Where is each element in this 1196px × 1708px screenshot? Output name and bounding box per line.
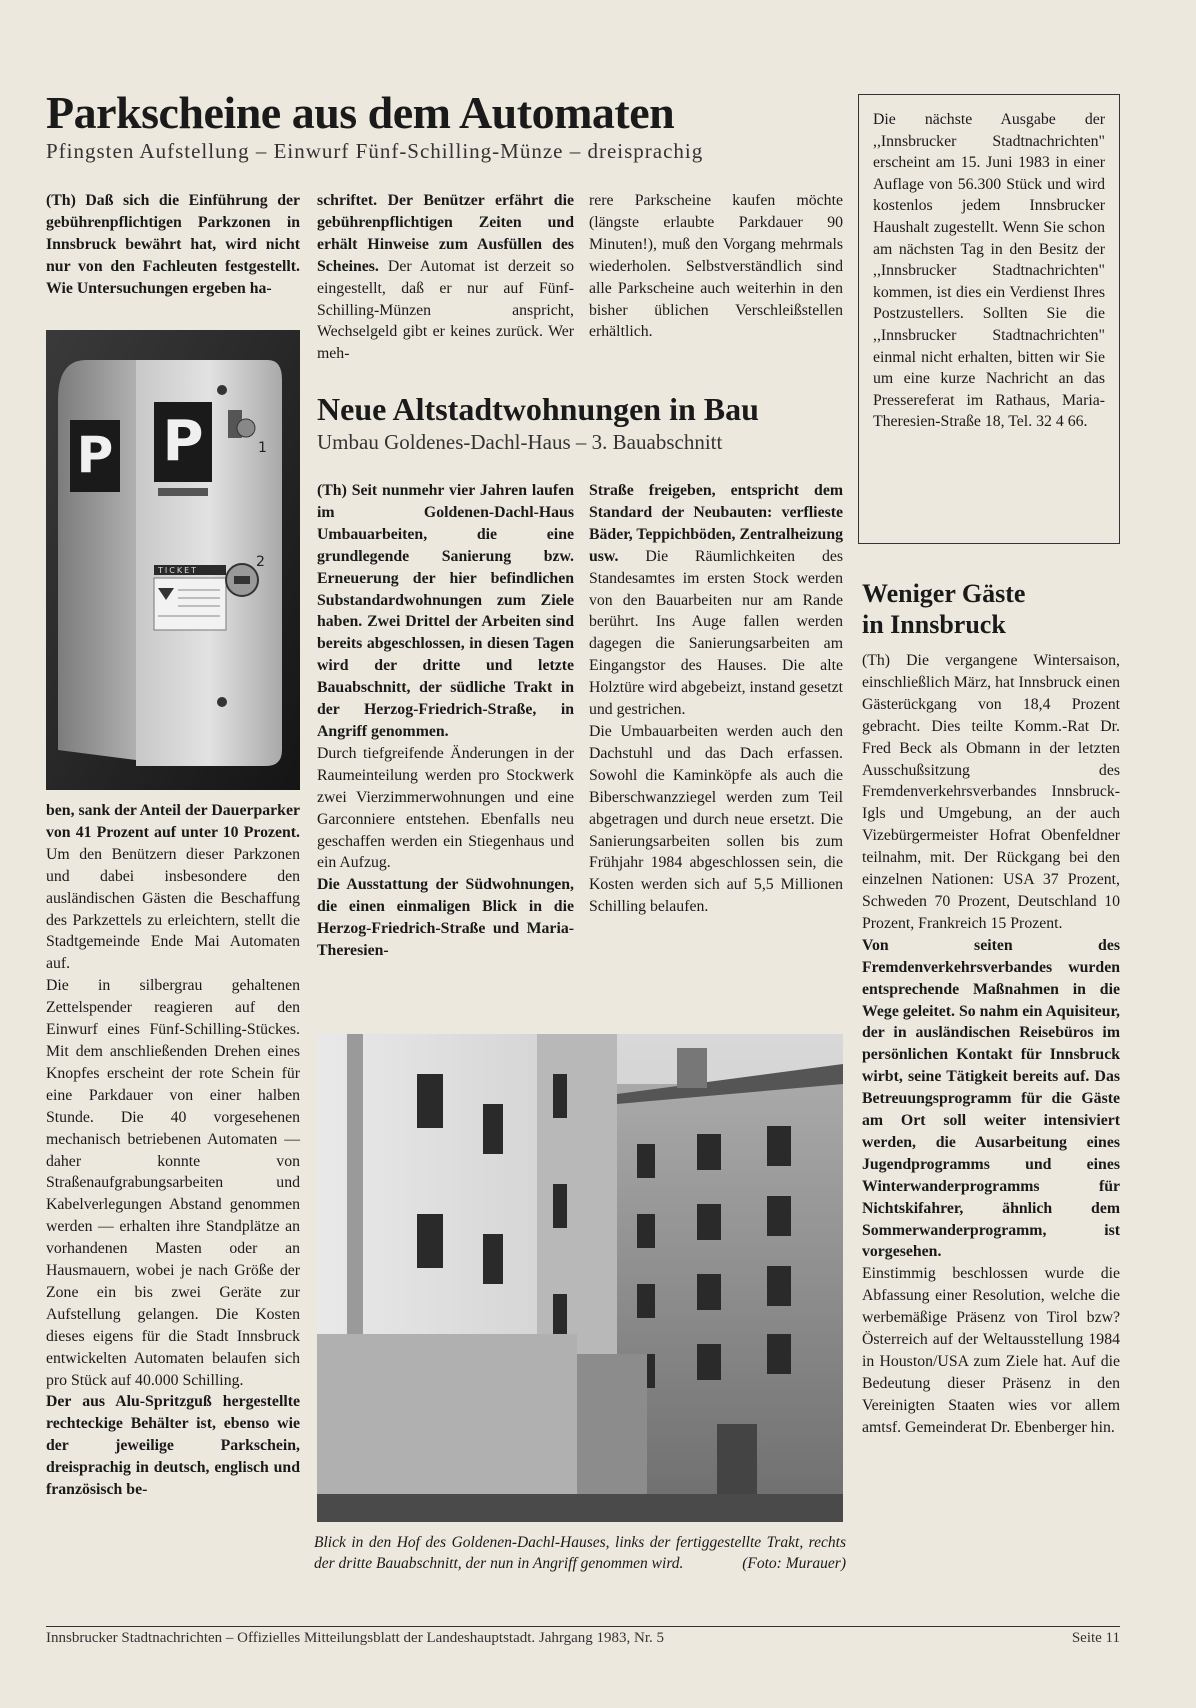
article2-lead: (Th) Seit nunmehr vier Jahren laufen im Goldenen-Dachl-Haus Umbauarbeiten, die eine grundlegende Sanierung bzw. Erneuerung der hier befindlichen Substandardwohnungen zum Ziele haben. Zwei Drittel der Arbeiten sind bereits abgeschlossen, in diesen Tagen wird der dritte und letzte Bauabschnitt, der südliche Trakt in der Herzog-Friedrich-Straße, in Angriff genommen. [317, 482, 574, 740]
meter-p-left: P [76, 426, 114, 484]
meter-number-1: 1 [258, 440, 267, 456]
parking-meter-photo [46, 330, 300, 790]
article2-col2 [589, 480, 843, 918]
footer-publication: Innsbrucker Stadtnachrichten – Offizielles Mitteilungsblatt der Landeshauptstadt. Jahrgang 1983, Nr. 5 [46, 1630, 665, 1646]
article1-col3 [589, 190, 843, 343]
article1-col1-p2: Die in silbergrau gehaltenen Zettelspender reagieren auf den Einwurf eines Fünf-Schilling-Stückes. Mit dem anschließenden Drehen eines Knopfes erscheint der rote Schein für eine Parkdauer von einer halben Stunde. Die 40 vorgesehenen mechanisch betriebenen Automaten — daher konnte von Straßenaufgrabungsarbeiten und Kabelverlegungen Abstand genommen werden — erhalten ihre Standplätze an vorhandenen Masten oder an Hausmauern, wobei je nach Größe der Zone ein bis zwei Geräte zur Aufstellung gelangen. Die Kosten dieses eigens für die Stadt Innsbruck entwickelten Automaten belaufen sich pro Stück auf 40.000 Schilling. [46, 977, 300, 1389]
courtyard-illustration [317, 1034, 843, 1522]
article3-p3: Einstimmig beschlossen wurde die Abfassung einer Resolution, welche die werbemäßige Präsenz von Tirol bzw? Österreich auf der Weltausstellung 1984 in Houston/USA zum Ziele hat. Auf die Bedeutung dieser Präsenz in den Vereinigten Staaten wies vor allem amtsf. Gemeinderat Dr. Ebenberger hin. [862, 1265, 1120, 1436]
article3-p2: Von seiten des Fremdenverkehrsverbandes wurden entsprechende Maßnahmen in die Wege geleitet. So nahm ein Aquisiteur, der in ausländischen Reisebüros im persönlichen Kontakt für Innsbruck wirbt, seine Tätigkeit bereits auf. Das Betreuungsprogramm für die Gäste am Ort soll weiter intensiviert werden, die Ausarbeitung eines Jugendprogramms und eines Winterwanderprogramms für Nichtskifahrer, ähnlich dem Sommerwanderprogramm, ist vorgesehen. [862, 936, 1120, 1261]
article1-col1-p3: Der aus Alu-Spritzguß hergestellte rechteckige Behälter ist, ebenso wie der jeweilige Parkschein, dreisprachig in deutsch, englisch und französisch be- [46, 1393, 300, 1499]
article2-header [317, 390, 847, 456]
headline-weniger-gaeste-line1: Weniger Gäste [862, 579, 1026, 608]
meter-p-right: P [162, 409, 204, 474]
article1-col1-top [46, 190, 300, 300]
article1-col1-body [46, 800, 300, 1501]
subheadline-parkscheine: Pfingsten Aufstellung – Einwurf Fünf-Schilling-Münze – dreisprachig [46, 139, 704, 163]
next-issue-text: Die nächste Ausgabe der ,,Innsbrucker Stadtnachrichten" erscheint am 15. Juni 1983 in einer Auflage von 56.300 Stück und wird kostenlos jedem Innsbrucker Haushalt zugestellt. Wenn Sie schon am nächsten Tag in den Besitz der ,,Innsbrucker Stadtnachrichten" kommen, ist dies ein Verdienst Ihres Postzustellers. Sollten Sie die ,,Innsbrucker Stadtnachrichten" einmal nicht erhalten, bitten wir Sie um eine kurze Nachricht an das Pressereferat im Rathaus, Maria-Theresien-Straße 18, Tel. 32 4 66. [873, 111, 1105, 431]
article3-p1: (Th) Die vergangene Wintersaison, einschließlich März, hat Innsbruck einen Gästerückgang von 18,4 Prozent gebracht. Dies teilte Komm.-Rat Dr. Fred Beck als Obmann in der letzten Ausschußsitzung des Fremdenverkehrsverbandes Innsbruck-Igls und Umgebung, an der auch Vizebürgermeister Hofrat Obenfeldner teilnahm, mit. Der Rückgang bei den einzelnen Nationen: USA 37 Prozent, Schweden 70 Prozent, Deutschland 10 Prozent, Frankreich 15 Prozent. [862, 652, 1120, 932]
article1-col1-p1: Um den Benützern dieser Parkzonen und dabei insbesondere den ausländischen Gästen die Beschaffung des Parkzettels zu erleichtern, stellt die Stadtgemeinde Ende Mai Automaten auf. [46, 845, 300, 973]
headline-weniger-gaeste-line2: in Innsbruck [862, 610, 1006, 639]
next-issue-box [858, 94, 1120, 544]
meter-ticket-label: TICKET [158, 566, 199, 575]
article1-col3-text: rere Parkscheine kaufen möchte (längste erlaubte Parkdauer 90 Minuten!), muß den Vorgang mehrmals wiederholen. Selbstverständlich sind alle Parkscheine auch weiterhin in den bisher üblichen Verschleißstellen erhältlich. [589, 192, 843, 341]
page-number: Seite 11 [1071, 1630, 1120, 1646]
subheadline-altstadtwohnungen: Umbau Goldenes-Dachl-Haus – 3. Bauabschnitt [317, 430, 723, 454]
article2-col1-p3: Die Ausstattung der Südwohnungen, die einen einmaligen Blick in die Herzog-Friedrich-Straße und Maria-Theresien- [317, 876, 574, 960]
article1-dauerparker: ben, sank der Anteil der Dauerparker von 41 Prozent auf unter 10 Prozent. [46, 802, 300, 841]
article2-col1 [317, 480, 574, 962]
article1-col2-rest: Der Automat ist derzeit so eingestellt, daß er nur auf Fünf-Schilling-Münzen anspricht, Wechselgeld gibt er keines zurück. Wer meh- [317, 257, 574, 363]
page-footer [46, 1630, 1120, 1647]
article2-col1-p2: Durch tiefgreifende Änderungen in der Raumeinteilung werden pro Stockwerk zwei Vierzimmerwohnungen und eine Garconniere entstehen. Ebenfalls neu geschaffen werden ein Stiegenhaus und ein Aufzug. [317, 744, 574, 872]
photo-credit: (Foto: Murauer) [742, 1555, 846, 1572]
article1-col2 [317, 190, 574, 365]
article3-header [862, 578, 1120, 640]
footer-rule [46, 1626, 1120, 1627]
meter-number-2: 2 [256, 554, 265, 570]
courtyard-photo [317, 1034, 843, 1522]
article2-col2-bold: Straße freigeben, entspricht dem Standard der Neubauten: verflieste Bäder, Teppichböden, Zentralheizung usw. [589, 482, 843, 565]
article3-body [862, 650, 1120, 1439]
article2-col2-p1: Die Räumlichkeiten des Standesamtes im ersten Stock werden von den Bauarbeiten nur am Rande berührt. Ins Auge fallen werden dagegen die Sanierungsarbeiten am Eingangstor des Hauses. Die alte Holztüre wird abgebeizt, instand gesetzt und gestrichen. [589, 547, 843, 719]
headline-parkscheine: Parkscheine aus dem Automaten [46, 87, 675, 138]
caption-text: Blick in den Hof des Goldenen-Dachl-Hauses, links der fertiggestellte Trakt, rechts der dritte Bauabschnitt, der nun in Angriff genommen wird. [314, 1534, 846, 1572]
article1-col2-bold: schriftet. Der Benützer erfährt die gebührenpflichtigen Zeiten und erhält Hinweise zum Ausfüllen des Scheines. [317, 192, 574, 275]
article1-lead: (Th) Daß sich die Einführung der gebührenpflichtigen Parkzonen in Innsbruck bewährt hat, wird nicht nur von den Fachleuten festgestellt. Wie Untersuchungen ergeben ha- [46, 192, 300, 297]
parking-meter-illustration [46, 330, 300, 790]
article2-col2-p2: Die Umbauarbeiten werden auch den Dachstuhl und das Dach erfassen. Sowohl die Kaminköpfe als auch die Biberschwanzziegel werden zum Teil abgetragen und durch neue ersetzt. Die Sanierungsarbeiten sollen bis zum Frühjahr 1984 abgeschlossen sein, die Kosten werden sich auf 5,5 Millionen Schilling belaufen. [589, 722, 843, 916]
headline-altstadtwohnungen: Neue Altstadtwohnungen in Bau [317, 391, 759, 427]
photo-caption [314, 1532, 846, 1574]
